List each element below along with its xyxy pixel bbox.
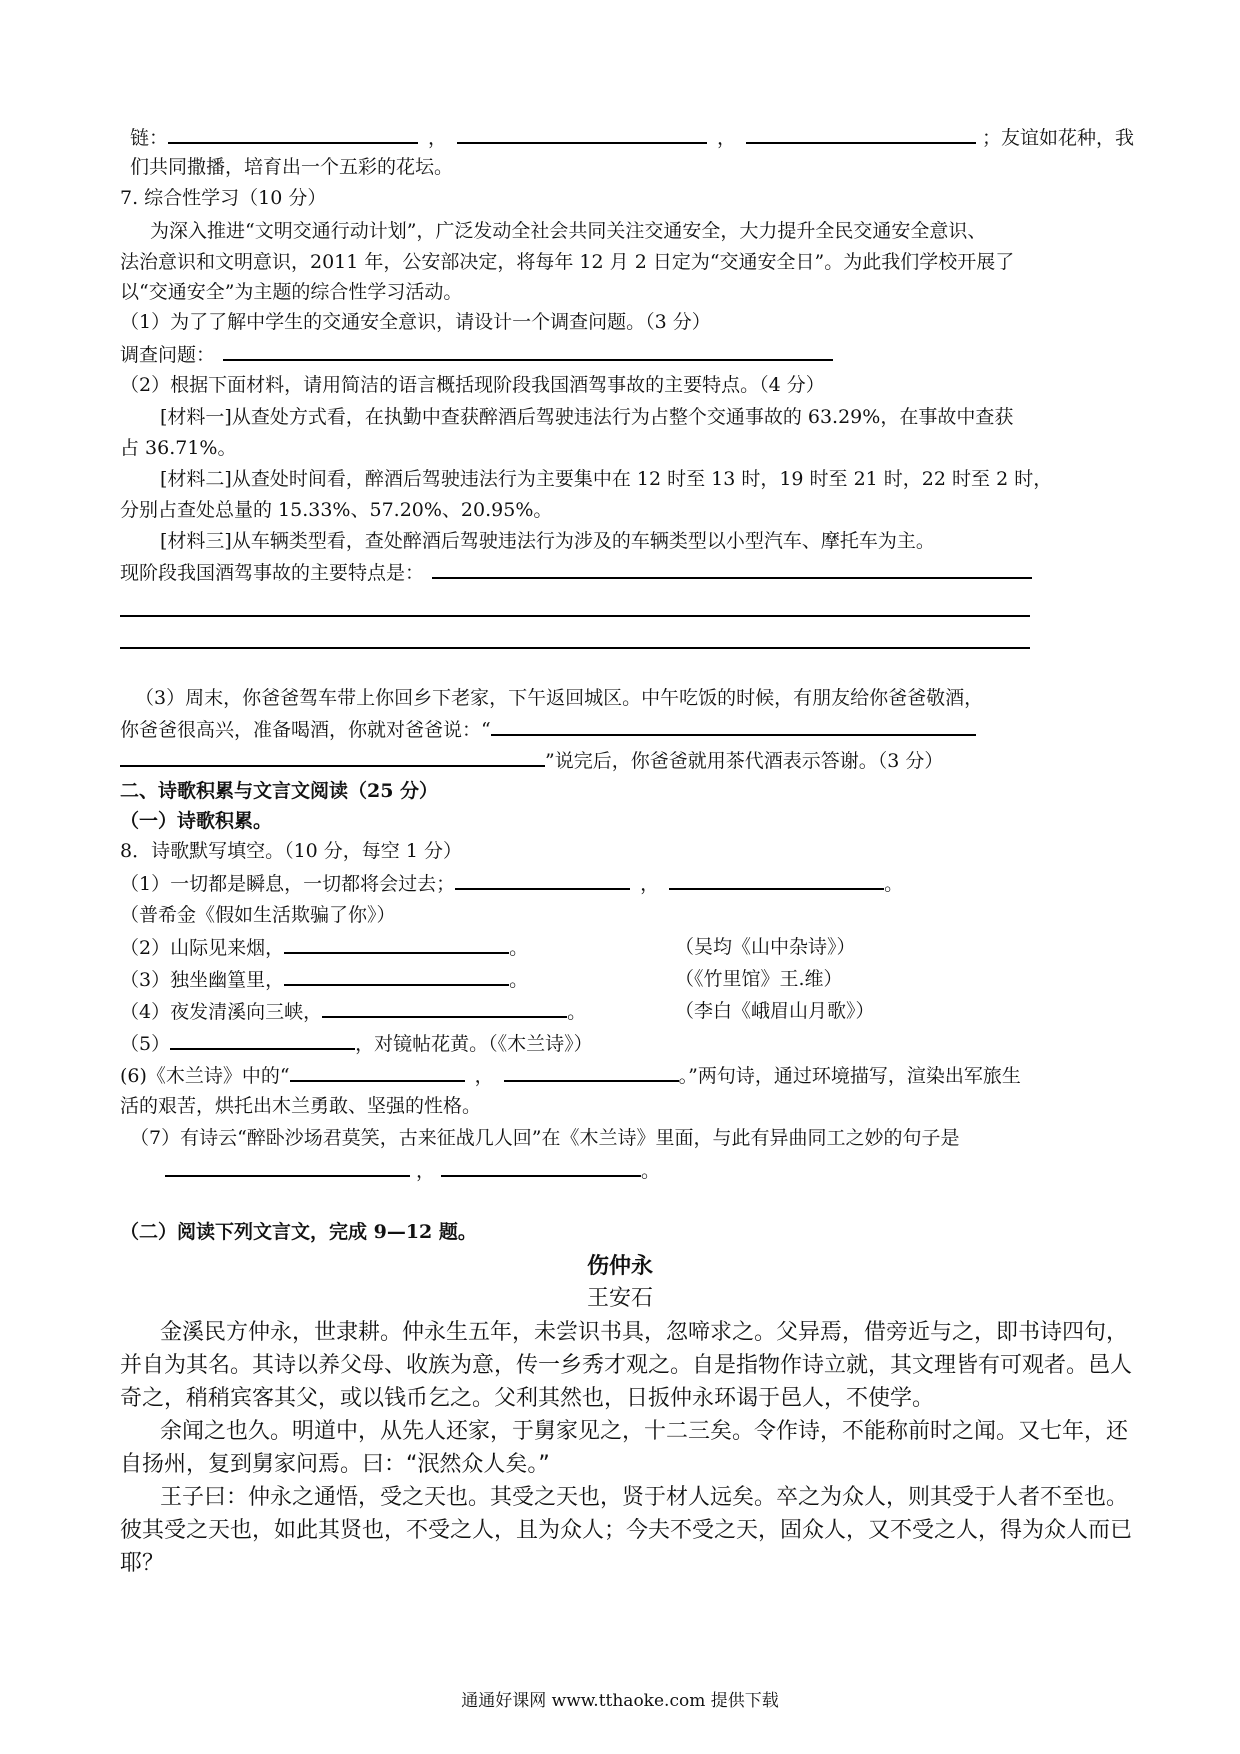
- q7-intro-2: 法治意识和文明意识，2011 年，公安部决定，将每年 12 月 2 日定为“交通安全日”。为此我们学校开展了: [120, 251, 1015, 273]
- passage-line: 自扬州，复到舅家问焉。曰：“泯然众人矣。”: [120, 1452, 550, 1477]
- poem-item-1-end: 。: [884, 873, 904, 895]
- features-blank-3[interactable]: [120, 647, 1030, 649]
- poem-item-3-text: （3）独坐幽篁里，: [120, 969, 285, 991]
- passage-author: 王安石: [586, 1286, 653, 1311]
- poem-item-6-text: (6)《木兰诗》中的“: [120, 1065, 290, 1087]
- poem-item-3-end: 。: [509, 969, 529, 991]
- passage-line: 彼其受之天也，如此其贤也，不受之人，且为众人；今夫不受之天，固众人，又不受之人，得为众人而已: [120, 1518, 1133, 1543]
- passage-line: 余闻之也久。明道中，从先人还家，于舅家见之，十二三矣。令作诗，不能称前时之闻。又七年，还: [160, 1419, 1129, 1444]
- q6-sep1: ，: [428, 127, 448, 149]
- q7-part2: （2）根据下面材料，请用简洁的语言概括现阶段我国酒驾事故的主要特点。（4 分）: [120, 374, 825, 396]
- q7-part1: （1）为了了解中学生的交通安全意识，请设计一个调查问题。（3 分）: [120, 311, 711, 333]
- poem-item-1-text: （1）一切都是瞬息，一切都将会过去；: [120, 873, 456, 895]
- material-2a: [材料二]从查处时间看，醉酒后驾驶违法行为主要集中在 12 时至 13 时，19 时至 21 时，22 时至 2 时，: [160, 468, 1053, 490]
- poem-item-5-text: ，对镜帖花黄。（《木兰诗》）: [355, 1033, 593, 1055]
- page-footer: 通通好课网 www.tthaoke.com 提供下载: [461, 1691, 779, 1711]
- q7-part3-c: ”说完后，你爸爸就用茶代酒表示答谢。（3 分）: [545, 750, 944, 772]
- persuade-blank-2[interactable]: [120, 747, 545, 767]
- q6-blank-3[interactable]: [746, 124, 976, 144]
- section2-sub2: （二）阅读下列文言文，完成 9—12 题。: [120, 1221, 477, 1243]
- q7-intro-1: 为深入推进“文明交通行动计划”，广泛发动全社会共同关注交通安全，大力提升全民交通安全意识、: [150, 220, 987, 242]
- poem-item-3-source: （《竹里馆》王.维）: [675, 968, 843, 990]
- poem-item-7: （7）有诗云“醉卧沙场君莫笑，古来征战几人回”在《木兰诗》里面，与此有异曲同工之妙的句子是: [130, 1127, 960, 1149]
- poem-blank-3[interactable]: [284, 966, 509, 986]
- q7-part2-label: 现阶段我国酒驾事故的主要特点是：: [120, 562, 425, 584]
- q6-start: 链：: [130, 127, 169, 149]
- features-blank-1[interactable]: [432, 559, 1032, 579]
- q7-part1-label: 调查问题：: [120, 344, 216, 366]
- poem-item-6-tail: 。”两句诗，通过环境描写，渲染出军旅生: [678, 1065, 1021, 1087]
- q6-end: ；友谊如花种，我: [982, 127, 1135, 149]
- poem-item-6-cont: 活的艰苦，烘托出木兰勇敢、坚强的性格。: [120, 1095, 482, 1117]
- poem-blank-4[interactable]: [322, 998, 567, 1018]
- poem-item-1: [120, 870, 903, 897]
- persuade-blank-1[interactable]: [491, 716, 976, 736]
- q7-part3-c-line: [120, 747, 943, 774]
- poem-item-4-text: （4）夜发清溪向三峡，: [120, 1001, 323, 1023]
- material-1b: 占 36.71%。: [120, 437, 237, 459]
- q8-title: 8．诗歌默写填空。（10 分，每空 1 分）: [120, 840, 462, 862]
- poem-item-6: [120, 1062, 1021, 1089]
- passage-line: 奇之，稍稍宾客其父，或以钱币乞之。父利其然也，日扳仲永环谒于邑人，不使学。: [120, 1386, 935, 1411]
- q7-part1-answer-line: [120, 341, 833, 368]
- q6-blank-1[interactable]: [168, 124, 418, 144]
- poem-item-5: [120, 1030, 593, 1057]
- poem-item-7-answer: [165, 1157, 660, 1184]
- poem-item-2-end: 。: [509, 937, 529, 959]
- material-1a: [材料一]从查处方式看，在执勤中查获醉酒后驾驶违法行为占整个交通事故的 63.29%，在事故中查获: [160, 406, 1014, 428]
- q7-title: 7. 综合性学习（10 分）: [120, 187, 327, 209]
- material-3: [材料三]从车辆类型看，查处醉酒后驾驶违法行为涉及的车辆类型以小型汽车、摩托车为主。: [160, 530, 935, 552]
- poem-item-2-text: （2）山际见来烟，: [120, 937, 285, 959]
- poem-item-4-source: （李白《峨眉山月歌》）: [675, 1000, 875, 1022]
- poem-item-5-num: （5）: [120, 1033, 171, 1055]
- poem-item-2-source: （吴均《山中杂诗》）: [675, 936, 856, 958]
- q7-part2-answer-line: [120, 559, 1032, 586]
- features-blank-2[interactable]: [120, 615, 1030, 617]
- q6-tail-line: [130, 124, 1134, 151]
- q7-part3-a: （3）周末，你爸爸驾车带上你回乡下老家，下午返回城区。中午吃饭的时候，有朋友给你爸爸敬酒，: [135, 687, 984, 709]
- passage-line: 王子曰：仲永之通悟，受之天也。其受之天也，贤于材人远矣。卒之为众人，则其受于人者不至也。: [160, 1485, 1129, 1510]
- passage-line: 并自为其名。其诗以养父母、收族为意，传一乡秀才观之。自是指物作诗立就，其文理皆有可观者。邑人: [120, 1353, 1133, 1378]
- poem-blank-5[interactable]: [170, 1030, 355, 1050]
- section2-title: 二、诗歌积累与文言文阅读（25 分）: [120, 780, 439, 802]
- q7-part3-b-line: [120, 716, 976, 743]
- poem-blank-1a[interactable]: [455, 870, 630, 890]
- poem-blank-7a[interactable]: [165, 1157, 410, 1177]
- passage-line: 耶？: [120, 1551, 165, 1576]
- poem-item-2: [120, 934, 528, 961]
- passage-title: 伤仲永: [586, 1254, 653, 1279]
- poem-item-4-end: 。: [567, 1001, 587, 1023]
- section2-sub1: （一）诗歌积累。: [120, 810, 273, 832]
- poem-item-7-sep: ，: [416, 1160, 436, 1182]
- q7-intro-3: 以“交通安全”为主题的综合性学习活动。: [120, 281, 463, 303]
- poem-blank-6b[interactable]: [504, 1062, 679, 1082]
- q7-part3-b: 你爸爸很高兴，准备喝酒，你就对爸爸说：“: [120, 719, 491, 741]
- q6-sep2: ，: [717, 127, 737, 149]
- poem-item-3: [120, 966, 528, 993]
- material-2b: 分别占查处总量的 15.33%、57.20%、20.95%。: [120, 499, 553, 521]
- q6-blank-2[interactable]: [457, 124, 707, 144]
- poem-item-4: [120, 998, 586, 1025]
- poem-item-6-sep: ，: [474, 1065, 494, 1087]
- passage-line: 金溪民方仲永，世隶耕。仲永生五年，未尝识书具，忽啼求之。父异焉，借旁近与之，即书诗四句，: [160, 1320, 1129, 1345]
- poem-blank-2[interactable]: [284, 934, 509, 954]
- poem-item-1-source: （普希金《假如生活欺骗了你》）: [120, 904, 396, 926]
- poem-blank-6a[interactable]: [290, 1062, 465, 1082]
- poem-blank-1b[interactable]: [669, 870, 884, 890]
- q6-cont: 们共同撒播，培育出一个五彩的花坛。: [130, 156, 454, 178]
- survey-question-blank[interactable]: [223, 341, 833, 361]
- poem-blank-7b[interactable]: [441, 1157, 641, 1177]
- poem-item-1-sep: ，: [640, 873, 660, 895]
- poem-item-7-end: 。: [641, 1160, 661, 1182]
